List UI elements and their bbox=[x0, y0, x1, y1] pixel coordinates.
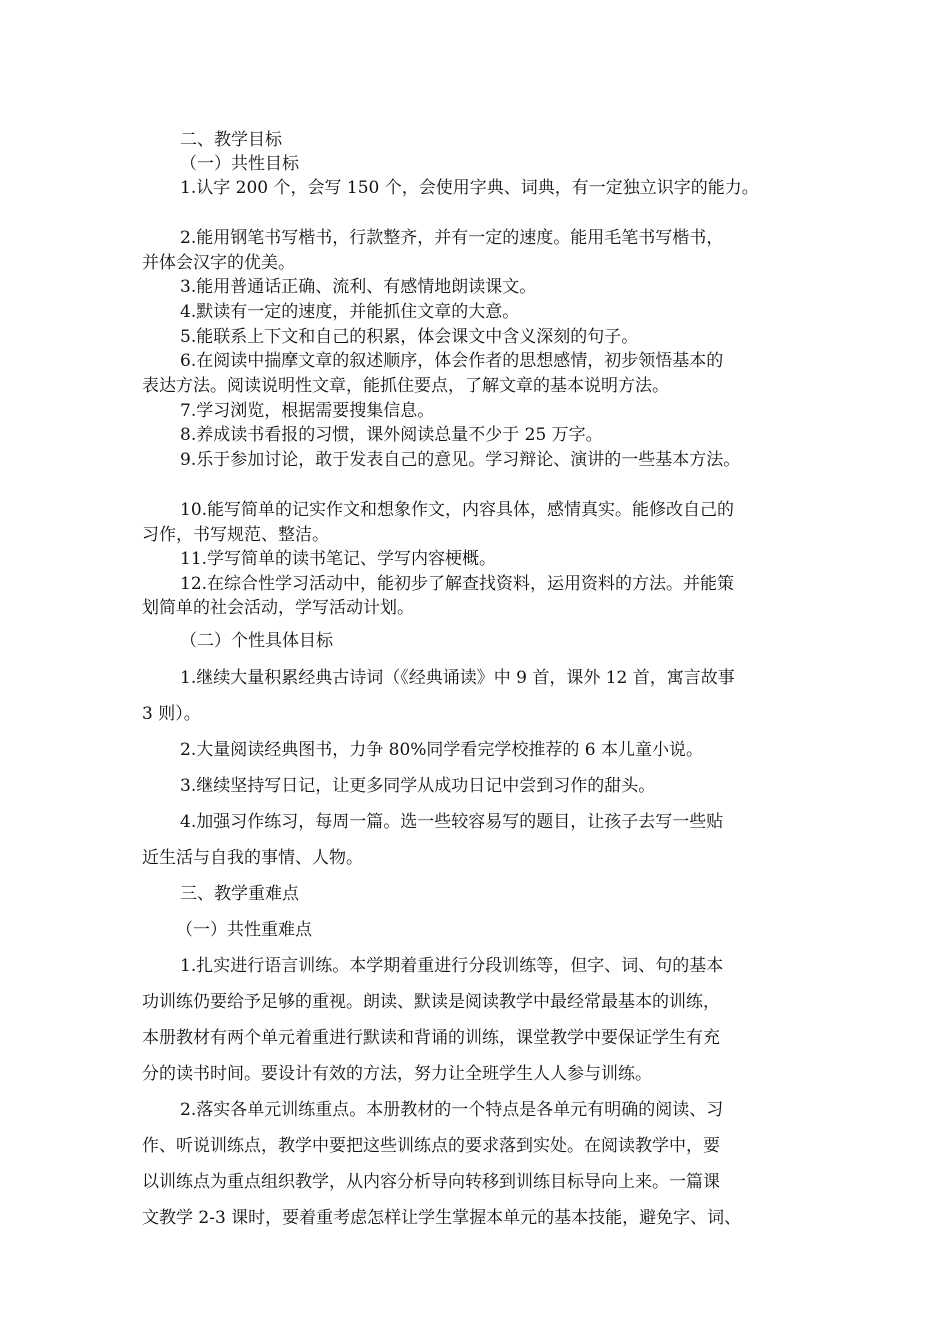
text-line: 3.继续坚持写日记，让更多同学从成功日记中尝到习作的甜头。 bbox=[180, 776, 656, 796]
text-line: 并体会汉字的优美。 bbox=[142, 253, 295, 273]
text-line: 1.认字 200 个，会写 150 个，会使用字典、词典，有一定独立识字的能力。 bbox=[180, 178, 759, 198]
text-line: 作、听说训练点，教学中要把这些训练点的要求落到实处。在阅读教学中，要 bbox=[142, 1136, 720, 1156]
text-line: 1.继续大量积累经典古诗词（《经典诵读》中 9 首，课外 12 首，寓言故事 bbox=[180, 668, 735, 688]
text-line: 2.大量阅读经典图书，力争 80%同学看完学校推荐的 6 本儿童小说。 bbox=[180, 740, 704, 760]
text-line: 本册教材有两个单元着重进行默读和背诵的训练，课堂教学中要保证学生有充 bbox=[142, 1028, 720, 1048]
text-line: 10.能写简单的记实作文和想象作文，内容具体，感情真实。能修改自己的 bbox=[180, 500, 735, 520]
text-line: 11.学写简单的读书笔记、学写内容梗概。 bbox=[180, 549, 497, 569]
text-line: 2.落实各单元训练重点。本册教材的一个特点是各单元有明确的阅读、习 bbox=[180, 1100, 724, 1120]
subsection-heading: （一）共性目标 bbox=[180, 154, 299, 174]
text-line: 文教学 2-3 课时，要着重考虑怎样让学生掌握本单元的基本技能，避免字、词、 bbox=[142, 1208, 742, 1228]
text-line: 12.在综合性学习活动中，能初步了解查找资料，运用资料的方法。并能策 bbox=[180, 574, 735, 594]
text-line: 功训练仍要给予足够的重视。朗读、默读是阅读教学中最经常最基本的训练， bbox=[142, 992, 720, 1012]
text-line: 4.默读有一定的速度，并能抓住文章的大意。 bbox=[180, 302, 520, 322]
text-line: 以训练点为重点组织教学，从内容分析导向转移到训练目标导向上来。一篇课 bbox=[142, 1172, 720, 1192]
text-line: 表达方法。阅读说明性文章，能抓住要点，了解文章的基本说明方法。 bbox=[142, 376, 669, 396]
text-line: 3 则）。 bbox=[142, 704, 201, 724]
section-heading: 三、教学重难点 bbox=[180, 884, 299, 904]
text-line: 习作，书写规范、整洁。 bbox=[142, 525, 329, 545]
text-line: 1.扎实进行语言训练。本学期着重进行分段训练等，但字、词、句的基本 bbox=[180, 956, 724, 976]
section-heading: 二、教学目标 bbox=[180, 130, 282, 150]
text-line: 2.能用钢笔书写楷书，行款整齐，并有一定的速度。能用毛笔书写楷书， bbox=[180, 228, 724, 248]
text-line: 近生活与自我的事情、人物。 bbox=[142, 848, 363, 868]
text-line: 3.能用普通话正确、流利、有感情地朗读课文。 bbox=[180, 277, 537, 297]
subsection-heading: （一）共性重难点 bbox=[176, 920, 312, 940]
text-line: 5.能联系上下文和自己的积累，体会课文中含义深刻的句子。 bbox=[180, 327, 639, 347]
text-line: 划简单的社会活动，学写活动计划。 bbox=[142, 598, 414, 618]
text-line: 8.养成读书看报的习惯，课外阅读总量不少于 25 万字。 bbox=[180, 425, 603, 445]
text-line: 6.在阅读中揣摩文章的叙述顺序，体会作者的思想感情，初步领悟基本的 bbox=[180, 351, 724, 371]
text-line: 分的读书时间。要设计有效的方法，努力让全班学生人人参与训练。 bbox=[142, 1064, 652, 1084]
subsection-heading: （二）个性具体目标 bbox=[180, 631, 333, 651]
text-line: 9.乐于参加讨论，敢于发表自己的意见。学习辩论、演讲的一些基本方法。 bbox=[180, 450, 741, 470]
text-line: 4.加强习作练习，每周一篇。选一些较容易写的题目，让孩子去写一些贴 bbox=[180, 812, 724, 832]
text-line: 7.学习浏览，根据需要搜集信息。 bbox=[180, 401, 435, 421]
